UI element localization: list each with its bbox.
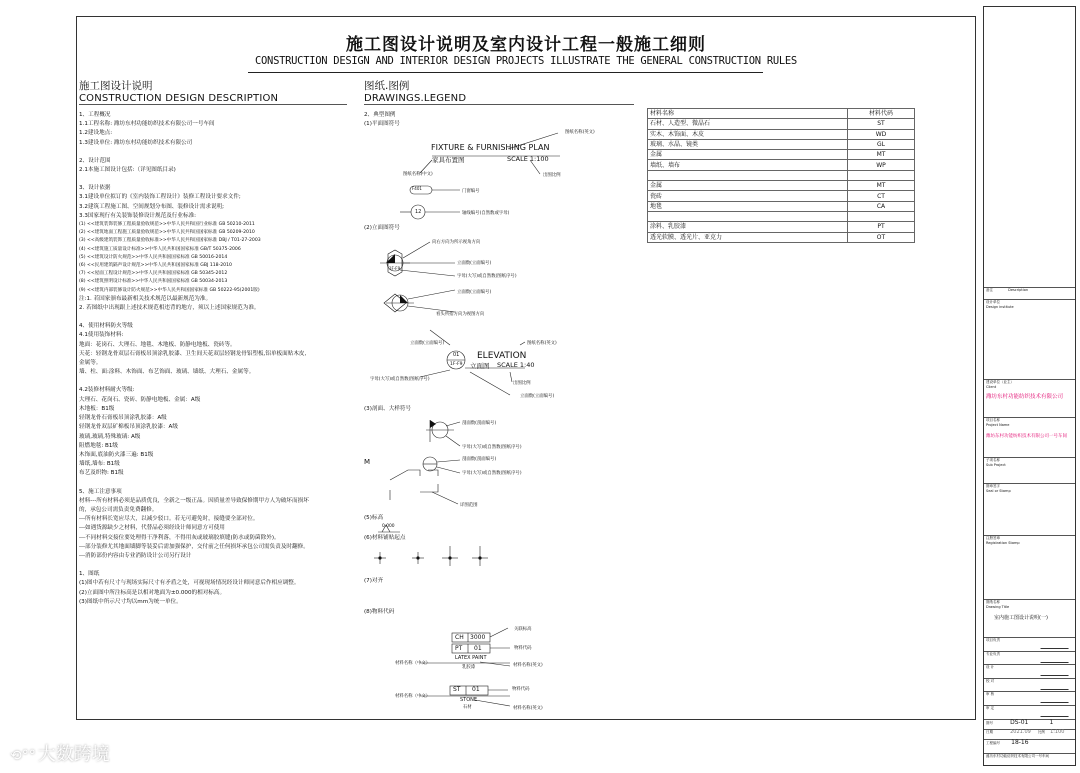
text-line: 3.2建筑工程施工图、空间规划分布图、装修设计需求说明; — [79, 203, 225, 210]
table-cell: 透光软膜、透光片、亚克力 — [648, 232, 848, 242]
text-line: (4) <<建筑施工质量设计标准>>中华人民共和国国家标准 GB/T 50375-2006 — [79, 246, 241, 252]
legend-material-start: (6)材料铺贴起点 — [364, 535, 406, 541]
table-row — [648, 129, 915, 139]
text-line: 1、工程概况 — [79, 112, 111, 118]
text-line: 4.2装修材料耐火等级: — [79, 387, 135, 394]
text-line — [79, 148, 359, 157]
tb-role-label: 校 对 — [986, 678, 995, 683]
title-block — [983, 6, 1076, 766]
lbl-axis: 轴线编号(自然数或字母) — [462, 211, 510, 216]
tb-role-label: 审 核 — [986, 692, 995, 696]
detail-m-label: M — [364, 458, 371, 466]
table-cell: ST — [848, 119, 915, 129]
tb-design-unit: 设计单位 Design institute — [984, 299, 1075, 379]
left-heading-rule — [79, 104, 347, 105]
text-line: (2)立面图中所注标高是以相对地面为±0.000的相对标高。 — [79, 589, 226, 596]
table-cell: MT — [848, 181, 915, 191]
table-cell: WP — [848, 160, 915, 170]
left-text-lines — [79, 111, 359, 221]
table-row — [648, 222, 915, 232]
client-name: 潍坊东村功能纺织技术有限公司 — [986, 394, 1064, 400]
left-notes-lines — [79, 295, 359, 607]
tb-role-row — [984, 651, 1075, 665]
legend-align: (7)对齐 — [364, 578, 384, 584]
tb-drawing-no: 图号 DS-01 1 — [984, 719, 1075, 729]
table-cell: CT — [848, 191, 915, 201]
tb-drawing-title: 图纸名称 Drawing Title 室内施工图设计说明(一) — [984, 599, 1075, 637]
tb-registration: 注册签章 Registration Stamp — [984, 535, 1075, 599]
tb-role-row — [984, 691, 1075, 705]
text-line: 5、施工注意事项 — [79, 488, 122, 495]
mat-num3: 01 — [472, 686, 480, 693]
tb-role-label: 专业负责 — [986, 651, 1000, 656]
tb-remarks: 备注 Description — [984, 287, 1075, 299]
lbl-figname-en2: 图纸名称(英文) — [527, 341, 557, 346]
drawing-title-value: 室内施工图设计说明(一) — [994, 615, 1048, 621]
table-row — [648, 150, 915, 160]
table-cell: 实木、木饰面、木皮 — [648, 129, 848, 139]
elev-circle-top: 01 — [453, 352, 460, 358]
page-title-cn: 施工图设计说明及室内设计工程一般施工细则 — [346, 35, 706, 55]
tb-role-label: 设 计 — [986, 665, 995, 669]
tb-role-label: 项目负责 — [986, 638, 1000, 642]
lbl-figname-en: 图纸名称(英文) — [565, 130, 595, 135]
table-row — [648, 160, 915, 170]
mat-num2: 01 — [474, 645, 482, 652]
text-line: ---所有材料长宽应尽大，以减少驳口。若无可避免时，接缝要全部对位。 — [79, 516, 259, 523]
signature-scribble — [1040, 708, 1071, 717]
table-cell: 瓷砖 — [648, 191, 848, 201]
title-underline — [248, 72, 763, 73]
text-line: (5) <<建筑设计防火规范>>中华人民共和国国家标准 GB 50016-2014 — [79, 254, 228, 260]
legend-typical: 2、典型图例 — [364, 112, 396, 118]
elev-tag-b: 1F-F9 — [389, 266, 401, 271]
tb-role-row — [984, 705, 1075, 719]
text-line: (6) <<民用建筑隔声设计规范>>中华人民共和国国家标准 GBJ 118-2010 — [79, 263, 232, 269]
elev-circle-bot: 1F-F9 — [450, 362, 463, 367]
watermark — [10, 740, 110, 766]
table-header-cell: 材料代码 — [848, 109, 915, 119]
lbl-figname-cn: 图纸名称(中文) — [403, 172, 433, 177]
mid-heading-en: DRAWINGS.LEGEND — [364, 93, 467, 104]
table-cell — [648, 170, 848, 180]
legend-level: (5)标高 — [364, 515, 384, 521]
left-standards-list — [79, 221, 359, 295]
design-description-column — [79, 80, 359, 607]
lbl-matname-en2: 材料名称(英文) — [513, 706, 543, 711]
table-cell — [648, 211, 848, 221]
text-line: 布艺及织物: B1级 — [79, 470, 124, 477]
tb-subproject: 子项名称 Sub Project — [984, 457, 1075, 483]
text-line: 金属等。 — [79, 360, 102, 367]
lbl-fig-no: 字母(大写)或自然数(图纸序号) — [370, 377, 430, 382]
table-cell: PT — [848, 222, 915, 232]
table-cell: OT — [848, 232, 915, 242]
lbl-elev-dir2: 看头所指方向为视图方向 — [436, 312, 485, 317]
table-row — [648, 181, 915, 191]
lbl-finish1: 关联标高 — [514, 627, 532, 632]
latex-paint: LATEX PAINT — [455, 655, 487, 661]
elevation-scale: SCALE 1:40 — [497, 361, 535, 369]
text-line: 木饰面,底油防火漆三遍: B1级 — [79, 451, 154, 458]
lbl-door: 门窗编号 — [462, 189, 480, 194]
table-cell: 墙纸、墙布 — [648, 160, 848, 170]
text-line — [79, 561, 359, 570]
lbl-elev-dir: 向右方向为所示视角方向 — [432, 240, 481, 245]
text-line: 地面：花岗石、大理石、地毯、木地板、防静电地板、瓷砖等。 — [79, 341, 236, 348]
tb-project-no: 工程编号 18-16 — [984, 739, 1075, 751]
text-line: 轻钢龙骨石膏板吊顶涂乳胶漆：A级 — [79, 415, 167, 422]
stone-cn: 石材 — [463, 705, 472, 710]
text-line: 墙纸,墙布: B1级 — [79, 461, 120, 468]
text-line: 木地板：B1级 — [79, 405, 115, 412]
tb-date: 日期 2021.09 比例 1:100 — [984, 729, 1075, 739]
signature-scribble — [1040, 694, 1071, 703]
text-line: 1.2建设地点: — [79, 130, 113, 137]
mat-code1: CH — [455, 634, 464, 641]
mid-heading-rule — [364, 104, 634, 105]
text-line: 墙、柱、面:涂料、木饰面、布艺饰面、玻璃、墙纸、大理石、金属等。 — [79, 369, 255, 376]
lbl-detail-fig: 字母(大写)或自然数(图纸序号) — [462, 471, 522, 476]
lbl-elev-no2: 立面数(立面编号) — [457, 290, 492, 295]
left-heading-cn: 施工图设计说明 — [79, 80, 153, 92]
tb-role-row — [984, 678, 1075, 692]
mat-code2: PT — [455, 645, 463, 652]
lbl-sec-no: 剖面数(剖面编号) — [462, 421, 497, 426]
text-line: ---如遇货源缺少之材料，代替品必须经设计师同意方可使用 — [79, 525, 225, 532]
table-row — [648, 170, 915, 180]
elev-tag-a: A — [392, 259, 396, 264]
table-row — [648, 139, 915, 149]
lbl-matname-cn2: 材料名称（中文） — [395, 694, 431, 699]
lbl-elev-fig: 字母(大写)或自然数(图纸序号) — [457, 274, 517, 279]
table-row — [648, 232, 915, 242]
text-line: ---消防部份内容由专业消防设计公司另行设计 — [79, 552, 192, 559]
text-line: 注:1. 若国家颁布最新相关技术规范以最新规范为准。 — [79, 295, 212, 302]
text-line: (1) <<建筑装饰装修工程质量验收规范>>中华人民共和国行业标准 GB 50210-2011 — [79, 222, 255, 228]
text-line: 的，承包公司需负责免费翻修。 — [79, 506, 158, 513]
tb-role-label: 审 定 — [986, 705, 995, 710]
legend-plan-symbols: (1)平面图符号 — [364, 121, 400, 128]
tb-project: 项目名称 Project Name 潍坊东村功能纺织技术有限公司一号车间 — [984, 417, 1075, 457]
lbl-matname-en: 材料名称(英文) — [513, 663, 543, 668]
tb-role-row — [984, 664, 1075, 678]
text-line: 阻燃地毯: B1级 — [79, 442, 119, 449]
mat-num1: 3000 — [470, 634, 486, 641]
table-cell: 涂料、乳胶漆 — [648, 222, 848, 232]
text-line: 玻璃,玻璃,特殊玻璃: A级 — [79, 433, 141, 440]
text-line: (9) <<建筑内部装修设计防火规范>>中华人民共和国国家标准 GB 50222-95(2001版) — [79, 287, 260, 293]
elevation-title: ELEVATION — [477, 351, 527, 361]
text-line: (7) <<屋面工程设计规范>>中华人民共和国国家标准 GB 50345-2012 — [79, 271, 228, 277]
lbl-code3: 物料代码 — [512, 687, 530, 692]
tb-footer: 潍坊东村功能纺织技术有限公司一号车间 — [984, 753, 1075, 765]
stone: STONE — [460, 697, 478, 703]
mat-code3: ST — [453, 686, 461, 693]
latex-paint-cn: 乳胶漆 — [462, 665, 476, 670]
lbl-sec-fig: 字母(大写)或自然数(图纸序号) — [462, 445, 522, 450]
signature-scribble — [1040, 640, 1071, 649]
lbl-elev-no: 立面数(立面编号) — [457, 261, 492, 266]
legend-elevation-symbols: (2)立面图符号 — [364, 225, 400, 231]
text-line: 3、设计依据 — [79, 185, 111, 192]
tb-seal: 图章签字 Seal or Stamp — [984, 483, 1075, 535]
table-cell — [848, 211, 915, 221]
text-line: 2. 若图纸中出现跟上述技术规范相违背的地方，须以上述国家规范为准。 — [79, 305, 260, 312]
text-line: (1)图中若有尺寸与现场实际尺寸有矛盾之处，可视现场情况经设计师同意后作相应调整。 — [79, 580, 300, 587]
level-value: 0.000 — [382, 524, 395, 529]
text-line: 天花：轻钢龙骨双层石膏板吊顶涂乳胶漆、卫生间天花双层轻钢龙骨铝塑板,铝单板面贴木皮, — [79, 350, 307, 357]
left-heading-en: CONSTRUCTION DESIGN DESCRIPTION — [79, 93, 279, 104]
text-line: (8) <<建筑照明设计标准>>中华人民共和国国家标准 GB 50034-2013 — [79, 279, 228, 285]
table-cell: 玻璃、水晶、镜类 — [648, 139, 848, 149]
text-line: 材料---所有材料必须是品质优良，全新之一级正品。因质量差导致保修期甲方人为破坏而损坏 — [79, 497, 309, 504]
text-line: (3)图纸中所示尺寸均以mm为统一单位。 — [79, 598, 182, 605]
table-header-cell: 材料名称 — [648, 109, 848, 119]
page-title-en: CONSTRUCTION DESIGN AND INTERIOR DESIGN PROJECTS ILLUSTRATE THE GENERAL CONSTRUCTION RULES — [255, 55, 797, 67]
text-line: 2.1本施工图设计包括:（详见图纸目录) — [79, 167, 176, 174]
table-cell: GL — [848, 139, 915, 149]
text-line — [79, 377, 359, 386]
text-line: ---部分装修尤其地面墙脚等装妥后需加强保护，交付前之任何损坏承包公司需负责及时翻修。 — [79, 543, 309, 550]
mid-heading-cn: 图纸.图例 — [364, 80, 410, 92]
table-row — [648, 211, 915, 221]
table-cell: 金属 — [648, 150, 848, 160]
text-line: 4、使用材料防火等级 — [79, 323, 133, 330]
lbl-detail-no: 剖面数(剖面编号) — [462, 457, 497, 462]
watermark-text: 大数跨境 — [37, 744, 110, 765]
text-line — [79, 479, 359, 488]
text-line — [79, 313, 359, 322]
text-line: 大理石、花岗石、瓷砖、防静电地板、金属：A级 — [79, 396, 201, 403]
text-line: 1、图纸 — [79, 571, 100, 578]
door-tag: F401 — [412, 186, 422, 191]
table-header-row — [648, 109, 915, 119]
text-line: 1.1工程名称: 潍坊东村功能纺织技术有限公司一号车间 — [79, 121, 215, 128]
table-row — [648, 191, 915, 201]
table-cell: 石材、人造型、微晶石 — [648, 119, 848, 129]
material-code-table — [647, 108, 915, 243]
lbl-scale: 出图比例 — [543, 173, 561, 178]
text-line: 4.1使用装饰材料: — [79, 332, 124, 339]
signature-scribble — [1040, 654, 1071, 663]
lbl-code2: 物料代码 — [514, 646, 532, 651]
text-line: 3.1建设单位拟订的《室内装饰工程设计》装修工程设计要求文件; — [79, 194, 241, 201]
legend-section-symbols: (3)剖面、大样符号 — [364, 406, 412, 412]
text-line: 轻钢龙骨双层矿棉板吊顶涂乳胶漆：A级 — [79, 424, 178, 431]
text-line: ---不同材料交接位要处理得干净利落，不得用灰或玻璃胶填缝(防水或防菌除外)。 — [79, 534, 280, 541]
lbl-matname-cn: 材料名称（中文） — [395, 661, 431, 666]
project-name: 潍坊东村功能纺织技术有限公司一号车间 — [986, 434, 1067, 439]
table-cell: WD — [848, 129, 915, 139]
table-row — [648, 119, 915, 129]
lbl-scale2: 出图比例 — [513, 381, 531, 386]
lbl-elev-no4: 立面数(立面编号) — [520, 394, 555, 399]
fixture-plan-scale: SCALE 1:100 — [507, 155, 549, 163]
text-line: (2) <<建筑地面工程施工质量验收规范>>中华人民共和国国家标准 GB 50209-2010 — [79, 230, 255, 236]
fixture-plan-cn: 家具布置图 — [432, 156, 465, 164]
tb-role-row — [984, 637, 1075, 651]
text-line: 2、设计范围 — [79, 157, 111, 164]
signature-scribble — [1040, 667, 1071, 676]
table-row — [648, 201, 915, 211]
table-cell: MT — [848, 150, 915, 160]
text-line — [79, 175, 359, 184]
lbl-elev-no3: 立面数(立面编号) — [410, 341, 445, 346]
legend-material-code: (8)物料代码 — [364, 609, 395, 615]
table-cell: CA — [848, 201, 915, 211]
fixture-plan-title: FIXTURE & FURNISHING PLAN — [431, 143, 550, 152]
table-cell — [848, 170, 915, 180]
signature-scribble — [1040, 681, 1071, 690]
lbl-detail-range: 详图范围 — [460, 503, 478, 508]
elevation-cn: 立面图 — [470, 362, 490, 370]
table-cell: 地毯 — [648, 201, 848, 211]
text-line: 3.3国家现行有关装饰装修设计规范及行业标准: — [79, 212, 197, 219]
table-cell: 金属 — [648, 181, 848, 191]
text-line: (3) <<高级建筑装饰工程质量验收标准>>中华人民共和国国家标准 DBJ / T01-27-2003 — [79, 238, 261, 244]
tb-client: 建设单位（业主） Client 潍坊东村功能纺织技术有限公司 — [984, 379, 1075, 417]
text-line: 1.3建设单位: 潍坊东村功能纺织技术有限公司 — [79, 139, 193, 146]
axis-tag: 12 — [415, 209, 422, 215]
watermark-logo-icon: ⟲°° — [10, 748, 36, 764]
